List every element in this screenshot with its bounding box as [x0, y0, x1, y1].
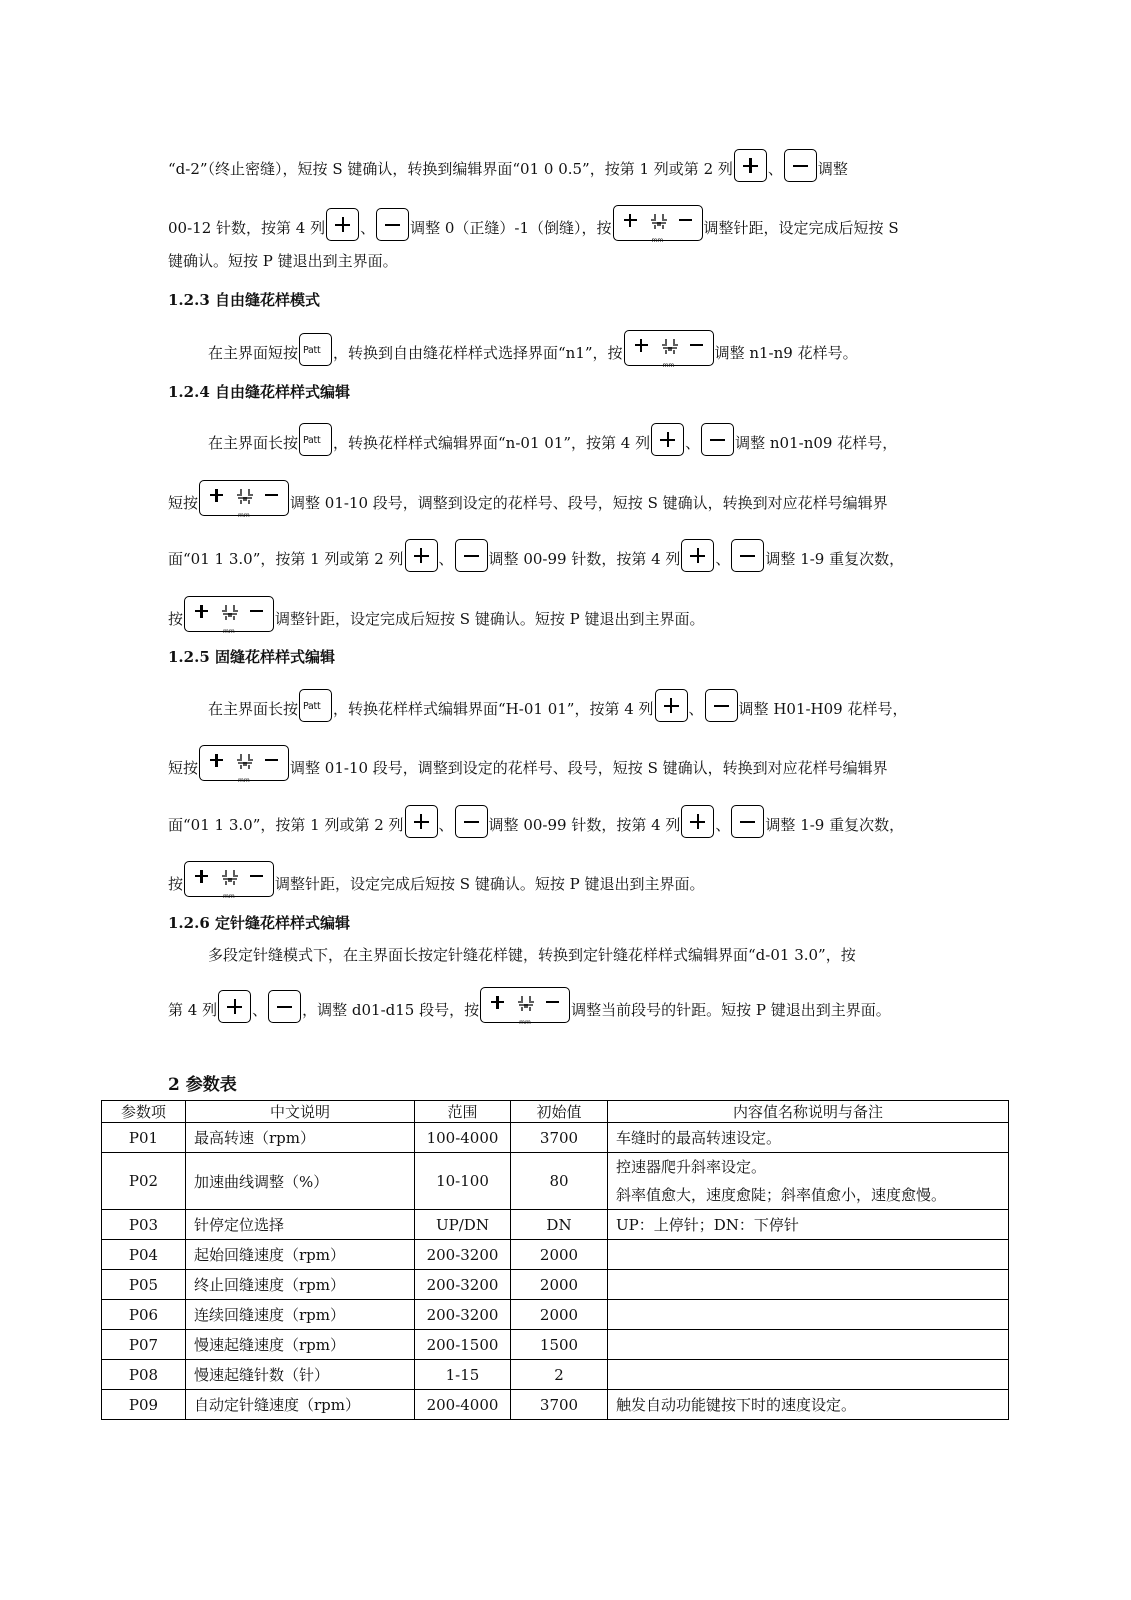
cell-desc: 慢速起缝速度（rpm） — [186, 1330, 415, 1360]
note-line: 斜率值愈大，速度愈陡；斜率值愈小，速度愈慢。 — [616, 1186, 947, 1204]
text: 调整针距，设定完成后短按 S — [703, 219, 899, 237]
cell-range: 200-1500 — [415, 1330, 511, 1360]
header-note: 内容值名称说明与备注 — [608, 1101, 1009, 1123]
cell-desc: 针停定位选择 — [186, 1210, 415, 1240]
text: ，调整 d01-d15 段号，按 — [302, 1001, 480, 1019]
cell-init: 80 — [511, 1153, 608, 1210]
cell-desc: 终止回缝速度（rpm） — [186, 1270, 415, 1300]
cell-note: UP：上停针；DN：下停针 — [608, 1210, 1009, 1240]
cell-range: 100-4000 — [415, 1123, 511, 1153]
text-line — [208, 420, 897, 456]
minus-key-icon — [705, 689, 738, 722]
cell-id: P02 — [102, 1153, 186, 1210]
text: 键确认。短按 P 键退出到主界面。 — [168, 252, 398, 270]
table-row — [102, 1153, 1009, 1210]
table-row — [102, 1300, 1009, 1330]
plus-key-icon — [655, 689, 688, 722]
text: “d-2”（终止密缝），短按 S 键确认，转换到编辑界面“01 0 0.5”，按第 1 列或第 2 列 — [168, 160, 733, 178]
patt-key-icon — [299, 423, 332, 456]
cell-init: 1500 — [511, 1330, 608, 1360]
text: ，转换到自由缝花样样式选择界面“n1”，按 — [333, 344, 623, 362]
text: 调整 01-10 段号，调整到设定的花样号、段号，短按 S 键确认，转换到对应花样号编辑界 — [290, 759, 888, 777]
text-line — [208, 686, 908, 722]
text: 调整 0（正缝）-1（倒缝），按 — [410, 219, 612, 237]
text: ，转换花样样式编辑界面“H-01 01”，按第 4 列 — [333, 700, 654, 718]
minus-key-icon — [268, 990, 301, 1023]
table-row — [102, 1330, 1009, 1360]
stitch-length-key-icon — [184, 596, 274, 635]
stitch-length-key-icon — [624, 330, 714, 369]
text: 调整 n1-n9 花样号。 — [714, 344, 858, 362]
cell-id: P09 — [102, 1390, 186, 1420]
cell-note — [608, 1240, 1009, 1270]
plus-key-icon — [405, 539, 438, 572]
stitch-length-key-icon — [480, 987, 570, 1026]
text: 短按 — [168, 494, 199, 512]
cell-note — [608, 1153, 1009, 1210]
table-row — [102, 1210, 1009, 1240]
cell-desc: 起始回缝速度（rpm） — [186, 1240, 415, 1270]
text: 面“01 1 3.0”，按第 1 列或第 2 列 — [168, 550, 404, 568]
text: 在主界面长按 — [208, 434, 299, 452]
text: 第 4 列 — [168, 1001, 218, 1019]
note-line: 控速器爬升斜率设定。 — [616, 1158, 767, 1176]
cell-range: 200-3200 — [415, 1270, 511, 1300]
text: 调整 1-9 重复次数， — [765, 550, 905, 568]
mm-label: mm — [223, 893, 235, 900]
text: 调整针距，设定完成后短按 S 键确认。短按 P 键退出到主界面。 — [275, 610, 705, 628]
text-line — [168, 861, 705, 900]
text-line — [168, 238, 398, 274]
section-heading: 1.2.5 固缝花样样式编辑 — [168, 648, 335, 666]
stitch-length-key-icon — [613, 205, 703, 244]
cell-id: P08 — [102, 1360, 186, 1390]
cell-range: 200-3200 — [415, 1240, 511, 1270]
text: 、 — [767, 160, 783, 178]
text-line — [208, 330, 858, 369]
stitch-length-key-icon — [199, 480, 289, 519]
cell-note — [608, 1360, 1009, 1390]
text: 、 — [438, 816, 454, 834]
plus-key-icon — [681, 539, 714, 572]
table-header-row — [102, 1101, 1009, 1123]
mm-label: mm — [662, 362, 675, 369]
minus-key-icon — [731, 805, 764, 838]
patt-key-icon — [299, 333, 332, 366]
cell-note — [608, 1300, 1009, 1330]
cell-range: 200-3200 — [415, 1300, 511, 1330]
stitch-length-key-icon — [184, 861, 274, 900]
minus-key-icon — [701, 423, 734, 456]
stitch-length-key-icon — [199, 745, 289, 784]
header-param: 参数项 — [102, 1101, 186, 1123]
cell-note: 车缝时的最高转速设定。 — [608, 1123, 1009, 1153]
cell-init: 3700 — [511, 1390, 608, 1420]
patt-key-label: Patt — [303, 345, 321, 356]
text-line — [168, 987, 891, 1026]
text: 调整 H01-H09 花样号， — [738, 700, 908, 718]
cell-init: 2000 — [511, 1270, 608, 1300]
parameter-table — [101, 1100, 1009, 1420]
section-heading: 1.2.3 自由缝花样模式 — [168, 291, 320, 309]
text-line — [168, 480, 888, 519]
text: 调整当前段号的针距。短按 P 键退出到主界面。 — [571, 1001, 891, 1019]
table-row — [102, 1360, 1009, 1390]
minus-key-icon — [376, 208, 409, 241]
text: ，转换花样样式编辑界面“n-01 01”，按第 4 列 — [333, 434, 651, 452]
table-row — [102, 1390, 1009, 1420]
cell-desc: 慢速起缝针数（针） — [186, 1360, 415, 1390]
cell-init: DN — [511, 1210, 608, 1240]
plus-key-icon — [405, 805, 438, 838]
plus-key-icon — [734, 149, 767, 182]
text: 、 — [688, 700, 704, 718]
cell-desc: 自动定针缝速度（rpm） — [186, 1390, 415, 1420]
minus-key-icon — [784, 149, 817, 182]
text-line — [168, 596, 705, 635]
mm-label: mm — [651, 237, 664, 244]
text: 在主界面长按 — [208, 700, 299, 718]
mm-label: mm — [519, 1019, 531, 1026]
cell-id: P05 — [102, 1270, 186, 1300]
text-line — [168, 802, 904, 838]
text: 短按 — [168, 759, 199, 777]
text: 、 — [360, 219, 376, 237]
text: 调整针距，设定完成后短按 S 键确认。短按 P 键退出到主界面。 — [275, 875, 705, 893]
text: 在主界面短按 — [208, 344, 299, 362]
plus-key-icon — [326, 208, 359, 241]
patt-key-label: Patt — [303, 435, 321, 446]
cell-desc: 最高转速（rpm） — [186, 1123, 415, 1153]
text: 调整 n01-n09 花样号， — [735, 434, 898, 452]
cell-init: 2000 — [511, 1240, 608, 1270]
patt-key-icon — [299, 689, 332, 722]
text-line — [168, 536, 904, 572]
text: 、 — [438, 550, 454, 568]
text: 按 — [168, 875, 184, 893]
text: 、 — [715, 550, 731, 568]
cell-note — [608, 1330, 1009, 1360]
cell-range: UP/DN — [415, 1210, 511, 1240]
cell-note — [608, 1270, 1009, 1300]
patt-key-label: Patt — [303, 701, 321, 712]
text-line — [168, 146, 848, 182]
cell-desc: 加速曲线调整（%） — [186, 1153, 415, 1210]
cell-id: P04 — [102, 1240, 186, 1270]
text: 、 — [252, 1001, 268, 1019]
mm-label: mm — [238, 777, 250, 784]
minus-key-icon — [455, 539, 488, 572]
cell-range: 1-15 — [415, 1360, 511, 1390]
table-row — [102, 1240, 1009, 1270]
text-line — [168, 745, 888, 784]
cell-id: P03 — [102, 1210, 186, 1240]
plus-key-icon — [681, 805, 714, 838]
text: 按 — [168, 610, 184, 628]
cell-init: 2 — [511, 1360, 608, 1390]
cell-id: P07 — [102, 1330, 186, 1360]
cell-desc: 连续回缝速度（rpm） — [186, 1300, 415, 1330]
text: 调整 00-99 针数，按第 4 列 — [488, 550, 681, 568]
cell-init: 2000 — [511, 1300, 608, 1330]
table-row — [102, 1123, 1009, 1153]
text-line — [168, 205, 899, 244]
header-init: 初始值 — [511, 1101, 608, 1123]
plus-key-icon — [218, 990, 251, 1023]
text: 调整 01-10 段号，调整到设定的花样号、段号，短按 S 键确认，转换到对应花样号编辑界 — [290, 494, 888, 512]
section-heading: 1.2.6 定针缝花样样式编辑 — [168, 914, 350, 932]
text: 、 — [715, 816, 731, 834]
cell-id: P01 — [102, 1123, 186, 1153]
text: 00-12 针数，按第 4 列 — [168, 219, 326, 237]
plus-key-icon — [651, 423, 684, 456]
mm-label: mm — [223, 628, 235, 635]
text: 调整 — [817, 160, 848, 178]
cell-init: 3700 — [511, 1123, 608, 1153]
section-heading: 1.2.4 自由缝花样样式编辑 — [168, 383, 350, 401]
text: 调整 1-9 重复次数， — [765, 816, 905, 834]
section-title: 2 参数表 — [168, 1075, 237, 1095]
table-row — [102, 1270, 1009, 1300]
text: 调整 00-99 针数，按第 4 列 — [488, 816, 681, 834]
text: 、 — [685, 434, 701, 452]
cell-note: 触发自动功能键按下时的速度设定。 — [608, 1390, 1009, 1420]
text: 多段定针缝模式下，在主界面长按定针缝花样键，转换到定针缝花样样式编辑界面“d-01 3.0”，按 — [208, 946, 856, 964]
cell-range: 200-4000 — [415, 1390, 511, 1420]
cell-range: 10-100 — [415, 1153, 511, 1210]
cell-id: P06 — [102, 1300, 186, 1330]
mm-label: mm — [238, 512, 250, 519]
header-desc: 中文说明 — [186, 1101, 415, 1123]
text-line — [208, 932, 856, 968]
header-range: 范围 — [415, 1101, 511, 1123]
minus-key-icon — [455, 805, 488, 838]
text: 面“01 1 3.0”，按第 1 列或第 2 列 — [168, 816, 404, 834]
minus-key-icon — [731, 539, 764, 572]
